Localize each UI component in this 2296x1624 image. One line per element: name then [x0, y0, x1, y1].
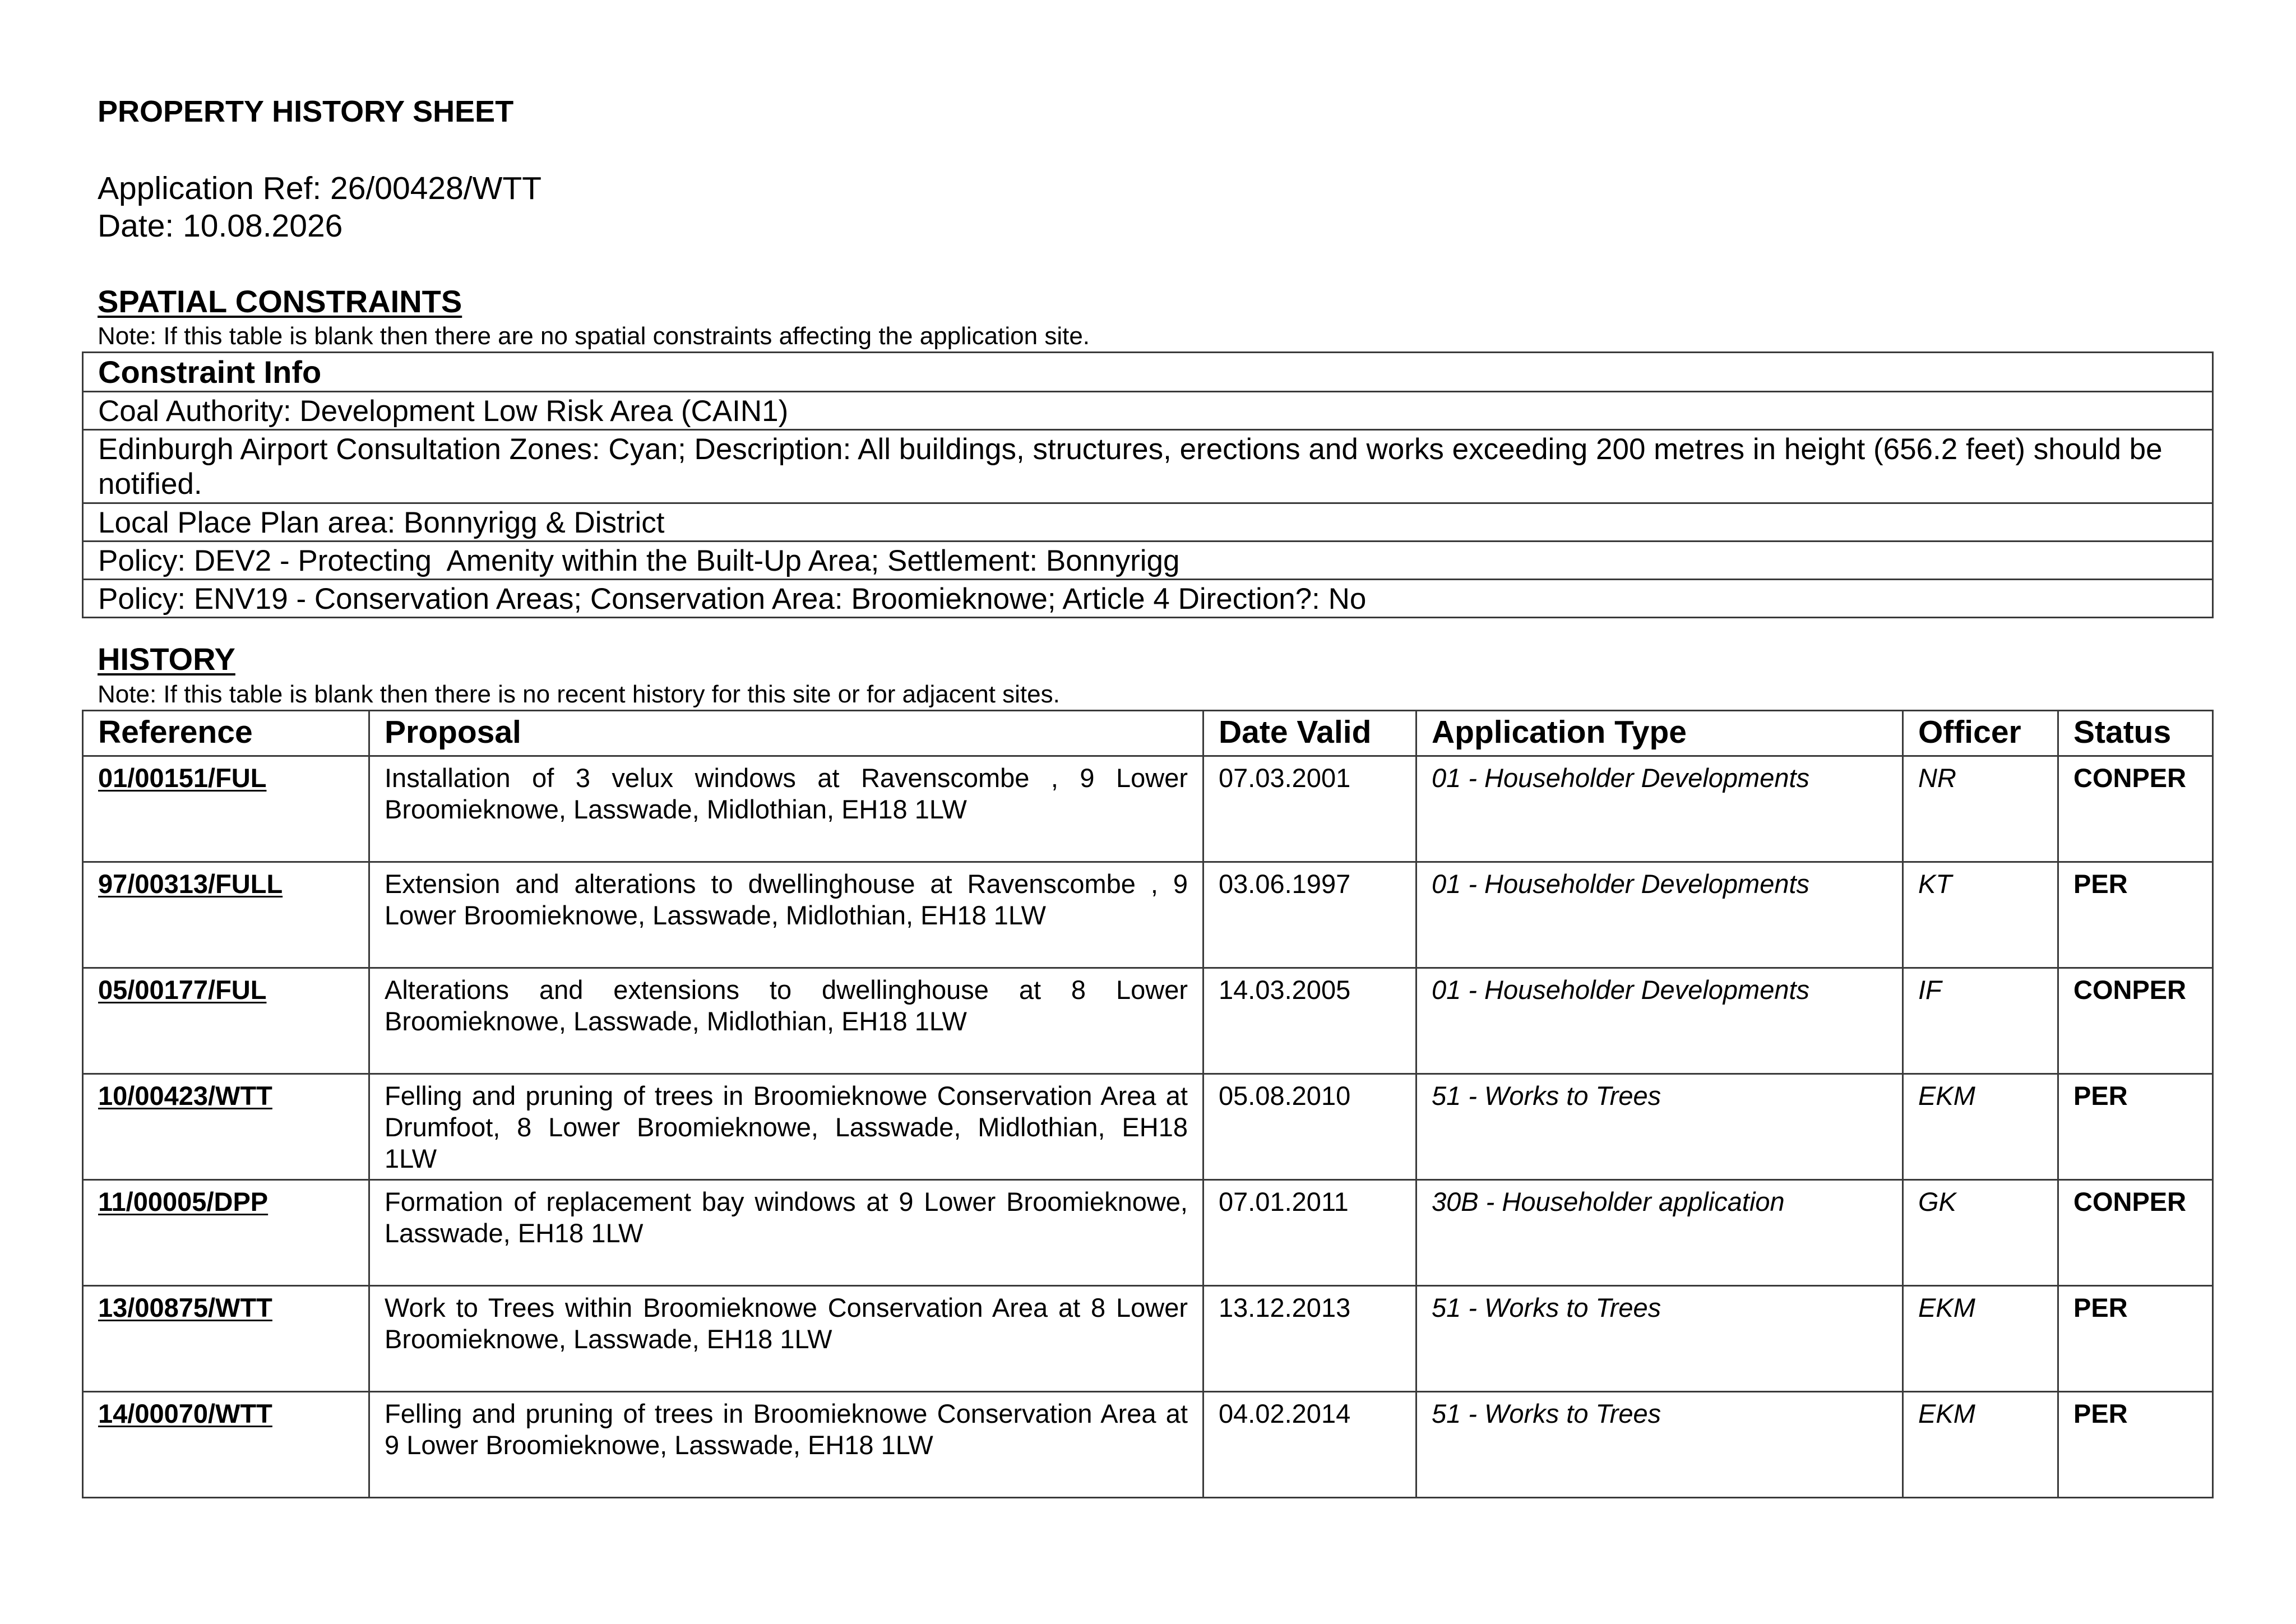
reference-link[interactable]: 97/00313/FULL	[83, 862, 369, 968]
officer-cell: NR	[1903, 756, 2058, 862]
reference-link[interactable]: 10/00423/WTT	[83, 1074, 369, 1180]
reference-link[interactable]: 13/00875/WTT	[83, 1286, 369, 1392]
history-header-row	[83, 711, 2213, 756]
reference-link[interactable]: 05/00177/FUL	[83, 968, 369, 1074]
column-header-reference: Reference	[83, 711, 369, 756]
application-ref: Application Ref: 26/00428/WTT	[98, 170, 542, 206]
constraint-cell: Coal Authority: Development Low Risk Area (CAIN1)	[83, 392, 2213, 430]
proposal-cell: Extension and alterations to dwellinghouse at Ravenscombe , 9 Lower Broomieknowe, Lasswade, Midlothian, EH18 1LW	[369, 862, 1203, 968]
date-valid-cell: 07.03.2001	[1203, 756, 1417, 862]
column-header-proposal: Proposal	[369, 711, 1203, 756]
table-row	[83, 862, 2213, 968]
reference-link[interactable]: 14/00070/WTT	[83, 1392, 369, 1498]
date-valid-cell: 07.01.2011	[1203, 1180, 1417, 1286]
status-cell: PER	[2058, 1074, 2213, 1180]
history-heading: HISTORY	[98, 641, 235, 677]
reference-link[interactable]: 01/00151/FUL	[83, 756, 369, 862]
application-type-cell: 01 - Householder Developments	[1417, 862, 1903, 968]
date-valid-cell: 13.12.2013	[1203, 1286, 1417, 1392]
application-type-cell: 01 - Householder Developments	[1417, 968, 1903, 1074]
constraint-cell: Edinburgh Airport Consultation Zones: Cyan; Description: All buildings, structures, erections and works exceeding 200 metres in height (656.2 feet) should be notified.	[83, 430, 2213, 503]
table-row	[83, 1180, 2213, 1286]
reference-link[interactable]: 11/00005/DPP	[83, 1180, 369, 1286]
officer-cell: GK	[1903, 1180, 2058, 1286]
constraint-row	[83, 503, 2213, 542]
table-row	[83, 968, 2213, 1074]
constraint-table	[82, 351, 2214, 618]
constraint-header-row	[83, 353, 2213, 392]
officer-cell: EKM	[1903, 1392, 2058, 1498]
constraint-cell: Local Place Plan area: Bonnyrigg & District	[83, 503, 2213, 542]
column-header-officer: Officer	[1903, 711, 2058, 756]
table-row	[83, 1074, 2213, 1180]
status-cell: PER	[2058, 1392, 2213, 1498]
officer-cell: IF	[1903, 968, 2058, 1074]
date-valid-cell: 04.02.2014	[1203, 1392, 1417, 1498]
proposal-cell: Alterations and extensions to dwellinghouse at 8 Lower Broomieknowe, Lasswade, Midlothian, EH18 1LW	[369, 968, 1203, 1074]
application-type-cell: 51 - Works to Trees	[1417, 1286, 1903, 1392]
constraint-row	[83, 580, 2213, 618]
proposal-cell: Felling and pruning of trees in Broomieknowe Conservation Area at 9 Lower Broomieknowe, Lasswade, EH18 1LW	[369, 1392, 1203, 1498]
date-valid-cell: 14.03.2005	[1203, 968, 1417, 1074]
constraint-row	[83, 430, 2213, 503]
constraint-row	[83, 542, 2213, 580]
status-cell: CONPER	[2058, 1180, 2213, 1286]
proposal-cell: Installation of 3 velux windows at Ravenscombe , 9 Lower Broomieknowe, Lasswade, Midlothian, EH18 1LW	[369, 756, 1203, 862]
status-cell: CONPER	[2058, 756, 2213, 862]
table-row	[83, 756, 2213, 862]
officer-cell: EKM	[1903, 1074, 2058, 1180]
history-note: Note: If this table is blank then there is no recent history for this site or for adjacent sites.	[98, 681, 1060, 708]
table-row	[83, 1392, 2213, 1498]
spatial-constraints-heading: SPATIAL CONSTRAINTS	[98, 284, 462, 319]
officer-cell: EKM	[1903, 1286, 2058, 1392]
proposal-cell: Felling and pruning of trees in Broomieknowe Conservation Area at Drumfoot, 8 Lower Broomieknowe, Lasswade, Midlothian, EH18 1LW	[369, 1074, 1203, 1180]
column-header-date-valid: Date Valid	[1203, 711, 1417, 756]
proposal-cell: Work to Trees within Broomieknowe Conservation Area at 8 Lower Broomieknowe, Lasswade, EH18 1LW	[369, 1286, 1203, 1392]
column-header-application-type: Application Type	[1417, 711, 1903, 756]
application-type-cell: 51 - Works to Trees	[1417, 1074, 1903, 1180]
constraint-cell: Policy: ENV19 - Conservation Areas; Conservation Area: Broomieknowe; Article 4 Direction?: No	[83, 580, 2213, 618]
officer-cell: KT	[1903, 862, 2058, 968]
column-header-status: Status	[2058, 711, 2213, 756]
proposal-cell: Formation of replacement bay windows at 9 Lower Broomieknowe, Lasswade, EH18 1LW	[369, 1180, 1203, 1286]
application-type-cell: 01 - Householder Developments	[1417, 756, 1903, 862]
constraint-cell: Policy: DEV2 - Protecting Amenity within the Built-Up Area; Settlement: Bonnyrigg	[83, 542, 2213, 580]
table-row	[83, 1286, 2213, 1392]
date-valid-cell: 03.06.1997	[1203, 862, 1417, 968]
constraint-row	[83, 392, 2213, 430]
application-type-cell: 51 - Works to Trees	[1417, 1392, 1903, 1498]
application-date: Date: 10.08.2026	[98, 208, 343, 244]
spatial-constraints-note: Note: If this table is blank then there are no spatial constraints affecting the application site.	[98, 322, 1090, 350]
constraint-info-header: Constraint Info	[83, 353, 2213, 392]
history-table	[82, 710, 2214, 1498]
date-valid-cell: 05.08.2010	[1203, 1074, 1417, 1180]
status-cell: PER	[2058, 1286, 2213, 1392]
page-title: PROPERTY HISTORY SHEET	[98, 95, 514, 128]
status-cell: PER	[2058, 862, 2213, 968]
status-cell: CONPER	[2058, 968, 2213, 1074]
application-type-cell: 30B - Householder application	[1417, 1180, 1903, 1286]
